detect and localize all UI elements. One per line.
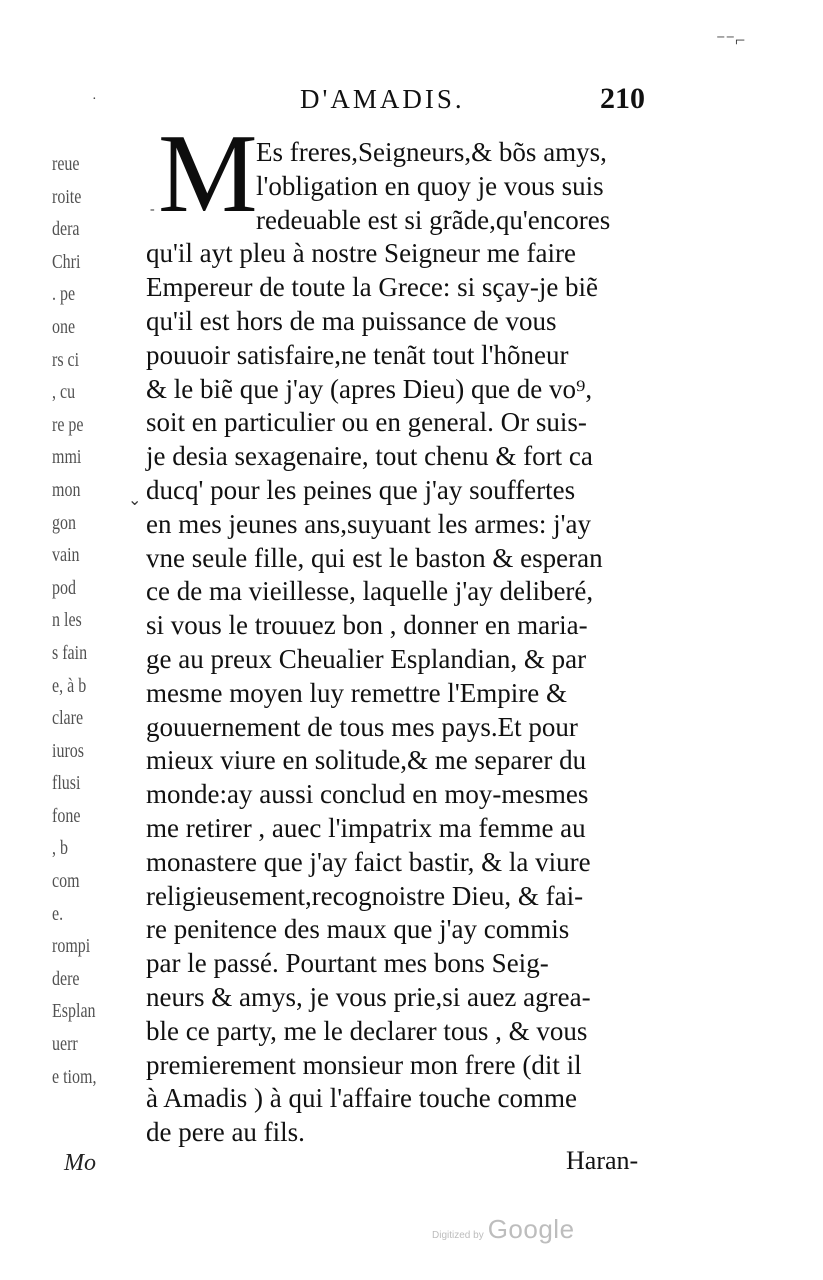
text-line: pouuoir satisfaire,ne tenãt tout l'hõneur [146, 339, 569, 370]
body-text [146, 136, 666, 1150]
text-line: en mes jeunes ans,suyuant les armes: j'ay [146, 508, 591, 539]
bleed-line: iuros [52, 739, 84, 762]
drop-cap: M [158, 112, 258, 236]
bleed-line: , b [52, 837, 68, 860]
text-line: qu'il est hors de ma puissance de vous [146, 305, 557, 336]
text-line: par le passé. Pourtant mes bons Seig- [146, 948, 549, 979]
bleed-line: com [52, 870, 80, 893]
bleed-line: , cu [52, 381, 76, 404]
bleed-line: s fain [52, 641, 88, 664]
bleed-line: mon [52, 478, 81, 501]
bleed-line: mmi [52, 446, 82, 469]
text-line: gouuernement de tous mes pays.Et pour [146, 711, 578, 742]
bleed-line: . pe [52, 283, 76, 306]
text-line: me retirer , auec l'impatrix ma femme au [146, 812, 586, 843]
text-line: soit en particulier ou en general. Or suis- [146, 407, 587, 438]
bleed-line: Esplan [52, 1000, 96, 1023]
bleed-line: pod [52, 576, 76, 599]
bleed-line: uerr [52, 1033, 78, 1056]
bleed-line: reue [52, 153, 80, 175]
text-line: qu'il ayt pleu à nostre Seigneur me faire [146, 238, 576, 269]
text-line: redeuable est si grãde,qu'encores [256, 204, 611, 235]
text-line: neurs & amys, je vous prie,si auez agrea- [146, 981, 591, 1012]
text-line: Es freres,Seigneurs,& bõs amys, [256, 137, 607, 167]
bleed-through-footer: Mo [64, 1150, 96, 1176]
text-line: religieusement,recognoistre Dieu, & fai- [146, 880, 584, 911]
text-line: re penitence des maux que j'ay commis [146, 914, 570, 945]
text-line: mesme moyen luy remettre l'Empire & [146, 677, 567, 708]
text-line: monde:ay aussi conclud en moy-mesmes [146, 779, 589, 810]
text-line: ce de ma vieillesse, laquelle j'ay deliberé, [146, 576, 594, 607]
text-line: monastere que j'ay faict bastir, & la viure [146, 846, 591, 877]
bleed-line: n les [52, 609, 82, 632]
stray-mark: ⌄ [128, 492, 142, 509]
bleed-line: e. [52, 902, 64, 925]
text-line: & le biẽ que j'ay (apres Dieu) que de vo⁹, [146, 373, 593, 404]
page-number: 210 [600, 82, 645, 115]
text-line: de pere au fils. [146, 1117, 305, 1148]
text-line: premierement monsieur mon frere (dit il [146, 1049, 582, 1080]
bleed-line: gon [52, 511, 76, 534]
bleed-line: e tiom, [52, 1065, 97, 1088]
stray-mark: ⁻⁻⌐ [716, 30, 746, 50]
text-line: je desia sexagenaire, tout chenu & fort ca [146, 441, 593, 472]
running-head: D'AMADIS. [300, 84, 465, 114]
bleed-line: e, à b [52, 674, 87, 697]
catchword: Haran- [566, 1146, 639, 1175]
bleed-line: clare [52, 707, 84, 730]
text-line: l'obligation en quoy je vous suis [256, 170, 604, 201]
google-logo: Google [487, 1214, 575, 1244]
bleed-line: rs ci [52, 348, 80, 371]
text-line: à Amadis ) à qui l'affaire touche comme [146, 1083, 577, 1114]
bleed-line: vain [52, 544, 80, 567]
text-line: ge au preux Cheualier Esplandian, & par [146, 643, 587, 674]
bleed-line: dere [52, 967, 80, 990]
bleed-line: re pe [52, 413, 84, 436]
bleed-line: roite [52, 185, 82, 208]
watermark-prefix: Digitized by [432, 1230, 484, 1241]
text-line: mieux viure en solitude,& me separer du [146, 745, 587, 776]
digitization-watermark [432, 1214, 575, 1245]
text-line: ducq' pour les peines que j'ay souffertes [146, 474, 576, 505]
bleed-line: one [52, 315, 76, 338]
bleed-through-column [52, 148, 97, 1093]
text-line: Empereur de toute la Grece: si sçay-je biẽ [146, 272, 599, 303]
bleed-line: dera [52, 218, 80, 241]
bleed-line: Chri [52, 250, 81, 273]
stray-mark: - [150, 202, 155, 217]
bleed-line: rompi [52, 935, 91, 958]
text-line: vne seule fille, qui est le baston & esperan [146, 542, 603, 573]
bleed-line: fone [52, 804, 81, 827]
bleed-line: flusi [52, 772, 81, 795]
text-line: si vous le trouuez bon , donner en maria- [146, 610, 588, 641]
stray-mark: · [92, 92, 97, 107]
text-line: ble ce party, me le declarer tous , & vous [146, 1015, 588, 1046]
